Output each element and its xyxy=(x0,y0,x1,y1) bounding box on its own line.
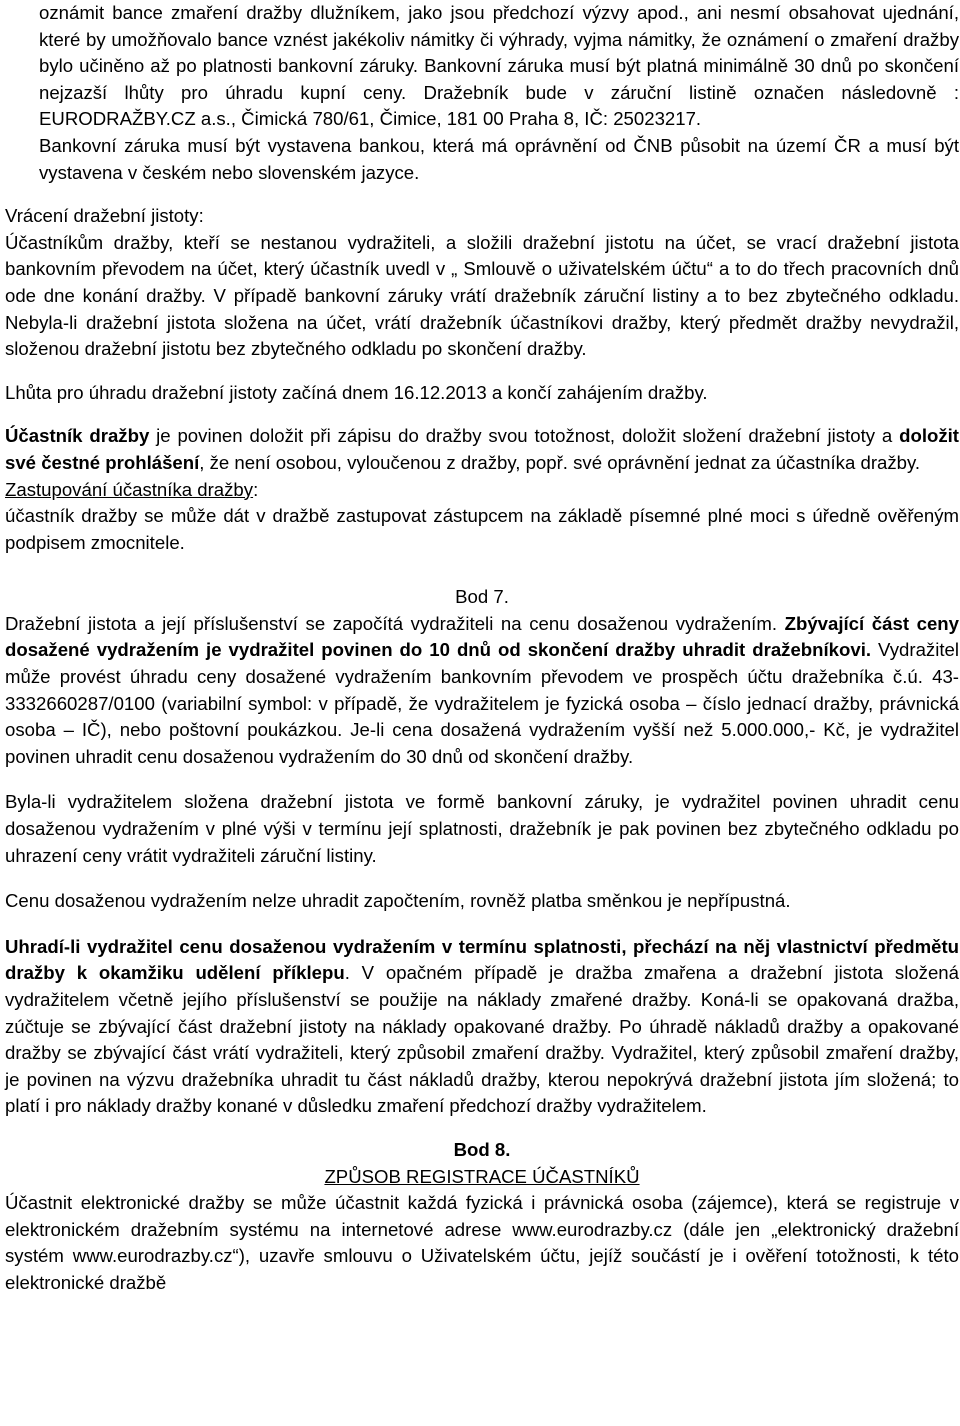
participant-text-2: , že není osobou, vyloučenou z dražby, popř. své oprávnění jednat za účastníka dražby. xyxy=(199,451,921,473)
registration-heading xyxy=(5,1164,959,1191)
payment-paragraph xyxy=(5,611,959,771)
section-7-heading: Bod 7. xyxy=(455,586,509,608)
representation-paragraph: účastník dražby se může dát v dražbě zastupovat zástupcem na základě písemné plné moci s úředně ověřeným podpisem zmocnitele. xyxy=(5,505,959,553)
payment-deadline-bold: Zbývající část ceny dosažené vydražením je vydražitel povinen do 10 dnů od skončení dražby uhradit dražebníkovi. xyxy=(5,612,959,661)
bank-guarantee-language-paragraph: Bankovní záruka musí být vystavena bankou, která má oprávnění od ČNB působit na území ČR a musí být vystavena v českém nebo slovenském jazyce. xyxy=(39,134,959,183)
representation-heading-colon: : xyxy=(253,478,259,500)
document-page xyxy=(5,0,959,1297)
participant-obligations-paragraph xyxy=(5,423,959,476)
bank-guarantee-block xyxy=(5,0,959,186)
deposit-return-heading: Vrácení dražební jistoty: xyxy=(5,205,204,227)
registration-heading-text: ZPŮSOB REGISTRACE ÚČASTNÍKŮ xyxy=(324,1165,640,1187)
section-8-heading xyxy=(5,1137,959,1164)
deposit-deadline-paragraph: Lhůta pro úhradu dražební jistoty začíná dnem 16.12.2013 a končí zahájením dražby. xyxy=(5,381,708,403)
representation-heading xyxy=(5,477,959,504)
ownership-transfer-paragraph xyxy=(5,934,959,1120)
bank-guarantee-paragraph: oznámit bance zmaření dražby dlužníkem, jako jsou předchozí výzvy apod., ani nesmí obsahovat ujednání, které by umožňovalo bance vznést jakékoliv námitky či výhrady, vyjma námitky, že oznámení o zmaření dražby bylo učiněno až po platnosti bankovní záruky. Bankovní záruka musí být platná minimálně 30 dnů po skončení nejzazší lhůty pro úhradu kupní ceny. Dražebník bude v záruční listině označen následovně : EURODRAŽBY.CZ a.s., Čimická 780/61, Čimice, 181 00 Praha 8, IČ: 25023217. xyxy=(39,2,959,130)
participant-label: Účastník dražby xyxy=(5,425,150,447)
ownership-transfer-bold: Uhradí-li vydražitel cenu dosaženou vydražením v termínu splatnosti, přechází na něj vlastnictví předmětu dražby k okamžiku udělení příklepu xyxy=(5,935,959,984)
payment-text-1: Dražební jistota a její příslušenství se započítá vydražiteli na cenu dosaženou vydražením. xyxy=(5,612,785,634)
no-setoff-paragraph: Cenu dosaženou vydražením nelze uhradit započtením, rovněž platba směnkou je nepřípustná. xyxy=(5,890,791,912)
representation-heading-text: Zastupování účastníka dražby xyxy=(5,478,254,500)
deposit-return-paragraph: Účastníkům dražby, kteří se nestanou vydražiteli, a složili dražební jistotu na účet, se vrací dražební jistota bankovním převodem na účet, který účastník uvedl v „ Smlouvě o uživatelském účtu“ a to do třech pracovních dnů ode dne konání dražby. V případě bankovní záruky vrátí dražebník záruční listiny a to bez zbytečného odkladu. Nebyla-li dražební jistota složena na účet, vrátí dražebník účastníkovi dražby, který předmět dražby nevydražil, složenou dražební jistotu bez zbytečného odkladu po skončení dražby. xyxy=(5,231,959,360)
ownership-transfer-text: . V opačném případě je dražba zmařena a dražební jistota složená vydražitelem včetně jejího příslušenství se použije na náklady zmařené dražby. Koná-li se opakovaná dražba, zúčtuje se zbývající část dražební jistoty na náklady opakované dražby. Po úhradě nákladů dražby a opakované dražby se zbývající část vrátí vydražiteli, který způsobil zmaření dražby. Vydražitel, který způsobil zmaření dražby, je povinen na výzvu dražebníka uhradit tu část nákladů dražby, kterou nepokrývá dražební jistota jím složená; to platí i pro náklady dražby konané v důsledku zmaření předchozí dražby vydražitelem. xyxy=(5,962,959,1117)
section-8-heading-text: Bod 8. xyxy=(453,1138,511,1160)
registration-paragraph: Účastnit elektronické dražby se může účastnit každá fyzická i právnická osoba (zájemce), která se registruje v elektronickém dražebním systému na internetové adrese www.eurodrazby.cz (dále jen „elektronický dražební systém www.eurodrazby.cz“), uzavře smlouvu o Uživatelském účtu, jejíž součástí je i ověření totožnosti, k této elektronické dražbě xyxy=(5,1192,959,1293)
guarantee-payment-paragraph: Byla-li vydražitelem složena dražební jistota ve formě bankovní záruky, je vydražitel povinen uhradit cenu dosaženou vydražením v plné výši v termínu její splatnosti, dražebník je pak povinen bez zbytečného odkladu po uhrazení ceny vrátit vydražiteli záruční listiny. xyxy=(5,791,959,866)
declaration-label: doložit své čestné prohlášení xyxy=(5,425,960,473)
payment-text-2: Vydražitel může provést úhradu ceny dosažené vydražením bankovním převodem ve prospěch účtu dražebníka č.ú. 43-3332660287/0100 (variabilní symbol: v případě, že vydražitelem je fyzická osoba – číslo jednací dražby, právnická osoba – IČ), nebo poštovní poukázkou. Je-li cena dosažená vydražením vyšší než 5.000.000,- Kč, je vydražitel povinen uhradit cenu dosaženou vydražením do 30 dnů od skončení dražby. xyxy=(5,639,960,767)
participant-text-1: je povinen doložit při zápisu do dražby svou totožnost, doložit složení dražební jistoty a xyxy=(149,425,900,447)
